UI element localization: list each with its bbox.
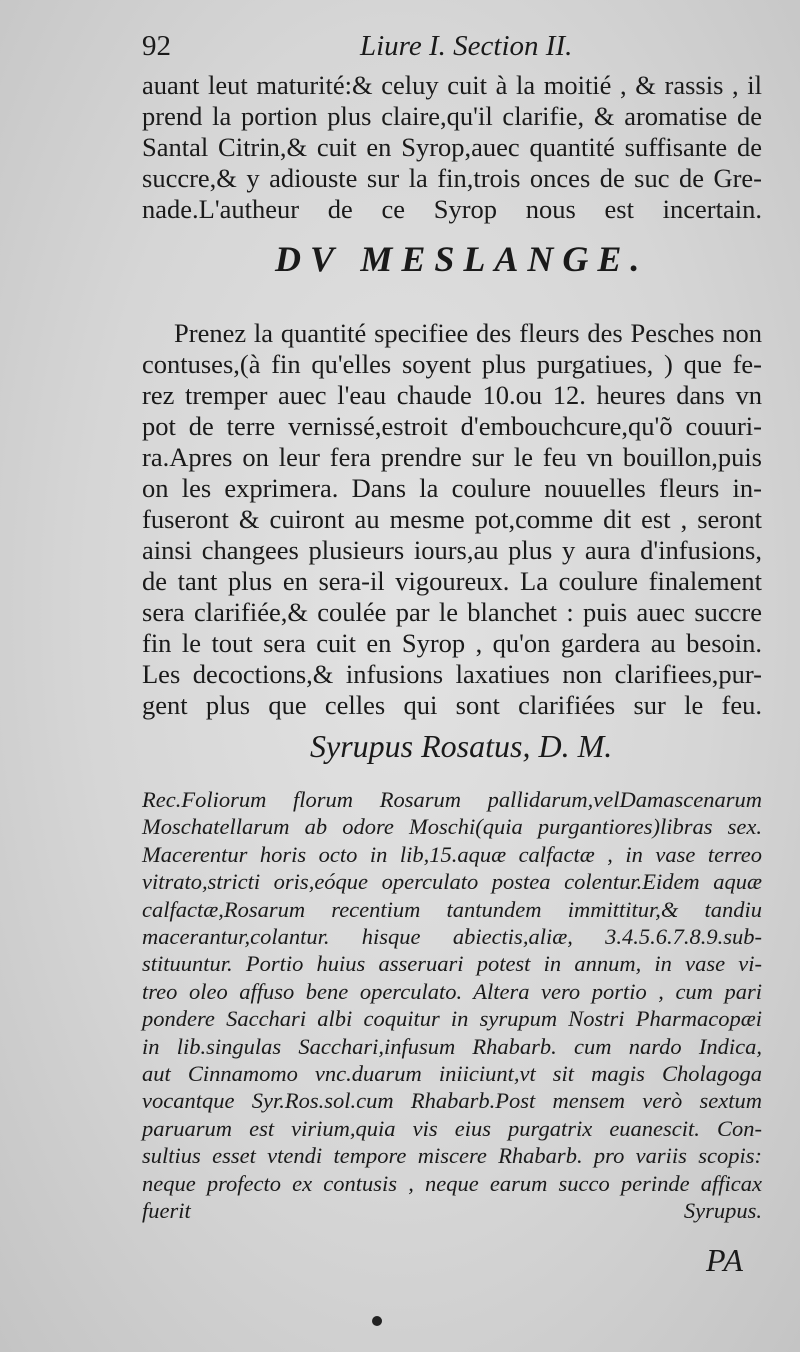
text-line: gent plus que celles qui sont clarifiées sur le feu. xyxy=(142,690,762,720)
section-title-french: DV MESLANGE. xyxy=(275,239,649,279)
text-line: vitrato,stricti oris,eóque operculato postea colentur.Eidem aquæ xyxy=(142,869,762,895)
text-line: Rec.Foliorum florum Rosarum pallidarum,velDamascenarum xyxy=(142,787,762,812)
section-title-latin: Syrupus Rosatus, D. M. xyxy=(310,728,613,764)
text-line: de tant plus en sera-il vigoureux. La coulure finalement xyxy=(142,566,762,596)
text-line: auant leut maturité:& celuy cuit à la moitié , & rassis , il xyxy=(142,70,762,100)
text-line: Santal Citrin,& cuit en Syrop,auec quantité suffisante de xyxy=(142,132,762,162)
text-line: rez tremper auec l'eau chaude 10.ou 12. heures dans vn xyxy=(142,380,762,410)
text-line: sultius esset vtendi tempore miscere Rhabarb. pro variis scopis: xyxy=(142,1143,762,1169)
dot-ornament-icon xyxy=(372,1316,382,1326)
text-line: Moschatellarum ab odore Moschi(quia purgantiores)libras sex. xyxy=(142,814,762,840)
text-line: pondere Sacchari albi coquitur in syrupum Nostri Pharmacopæi xyxy=(142,1006,762,1032)
text-line: in lib.singulas Sacchari,infusum Rhabarb. cum nardo Indica, xyxy=(142,1033,762,1059)
text-line: ainsi changees plusieurs iours,au plus y aura d'infusions, xyxy=(142,535,762,565)
text-line: neque profecto ex contusis , neque earum succo perinde afficax xyxy=(142,1170,762,1196)
page-number: 92 xyxy=(142,30,171,62)
text-line: ra.Apres on leur fera prendre sur le feu vn bouillon,puis xyxy=(142,442,762,472)
text-line: fin le tout sera cuit en Syrop , qu'on gardera au besoin. xyxy=(142,628,762,658)
text-line: on les exprimera. Dans la coulure nouuelles fleurs in- xyxy=(142,473,762,503)
text-line: Les decoctions,& infusions laxatiues non clarifiees,pur- xyxy=(142,659,762,689)
text-line: sera clarifiée,& coulée par le blanchet : puis auec succre xyxy=(142,597,762,627)
text-line: succre,& y adiouste sur la fin,trois onces de suc de Gre- xyxy=(142,163,762,193)
text-line: macerantur,colantur. hisque abiectis,aliæ, 3.4.5.6.7.8.9.sub- xyxy=(142,924,762,950)
text-line: pot de terre vernissé,estroit d'embouchcure,qu'õ couuri- xyxy=(142,411,762,441)
text-line: fuerit Syrupus. xyxy=(142,1198,762,1224)
text-line: vocantque Syr.Ros.sol.cum Rhabarb.Post mensem verò sextum xyxy=(142,1088,762,1114)
catchword: PA xyxy=(706,1242,745,1278)
text-line: aut Cinnamomo vnc.duarum iniiciunt,vt sit magis Cholagoga xyxy=(142,1061,762,1087)
text-line: calfactæ,Rosarum recentium tantundem immittitur,& tandiu xyxy=(142,896,762,922)
text-line: prend la portion plus claire,qu'il clarifie, & aromatise de xyxy=(142,101,762,131)
paragraph-2 xyxy=(142,318,762,721)
paragraph-1 xyxy=(142,70,762,225)
running-head: Liure I. Section II. xyxy=(360,30,573,62)
text-line: stituuntur. Portio huius asseruari potest in annum, in vase vi- xyxy=(142,951,762,977)
text-line: paruarum est virium,quia vis eius purgatrix euanescit. Con- xyxy=(142,1115,762,1141)
text-line: treo oleo affuso bene operculato. Altera vero portio , cum pari xyxy=(142,978,762,1004)
text-line: Macerentur horis octo in lib,15.aquæ calfactæ , in vase terreo xyxy=(142,841,762,867)
page-header xyxy=(142,30,762,70)
text-line: contuses,(à fin qu'elles soyent plus purgatiues, ) que fe- xyxy=(142,349,762,379)
text-line: Prenez la quantité specifiee des fleurs des Pesches non xyxy=(174,318,762,348)
text-line: fuseront & cuiront au mesme pot,comme dit est , seront xyxy=(142,504,762,534)
paragraph-3 xyxy=(142,786,762,1225)
text-line: nade.L'autheur de ce Syrop nous est incertain. xyxy=(142,194,762,224)
